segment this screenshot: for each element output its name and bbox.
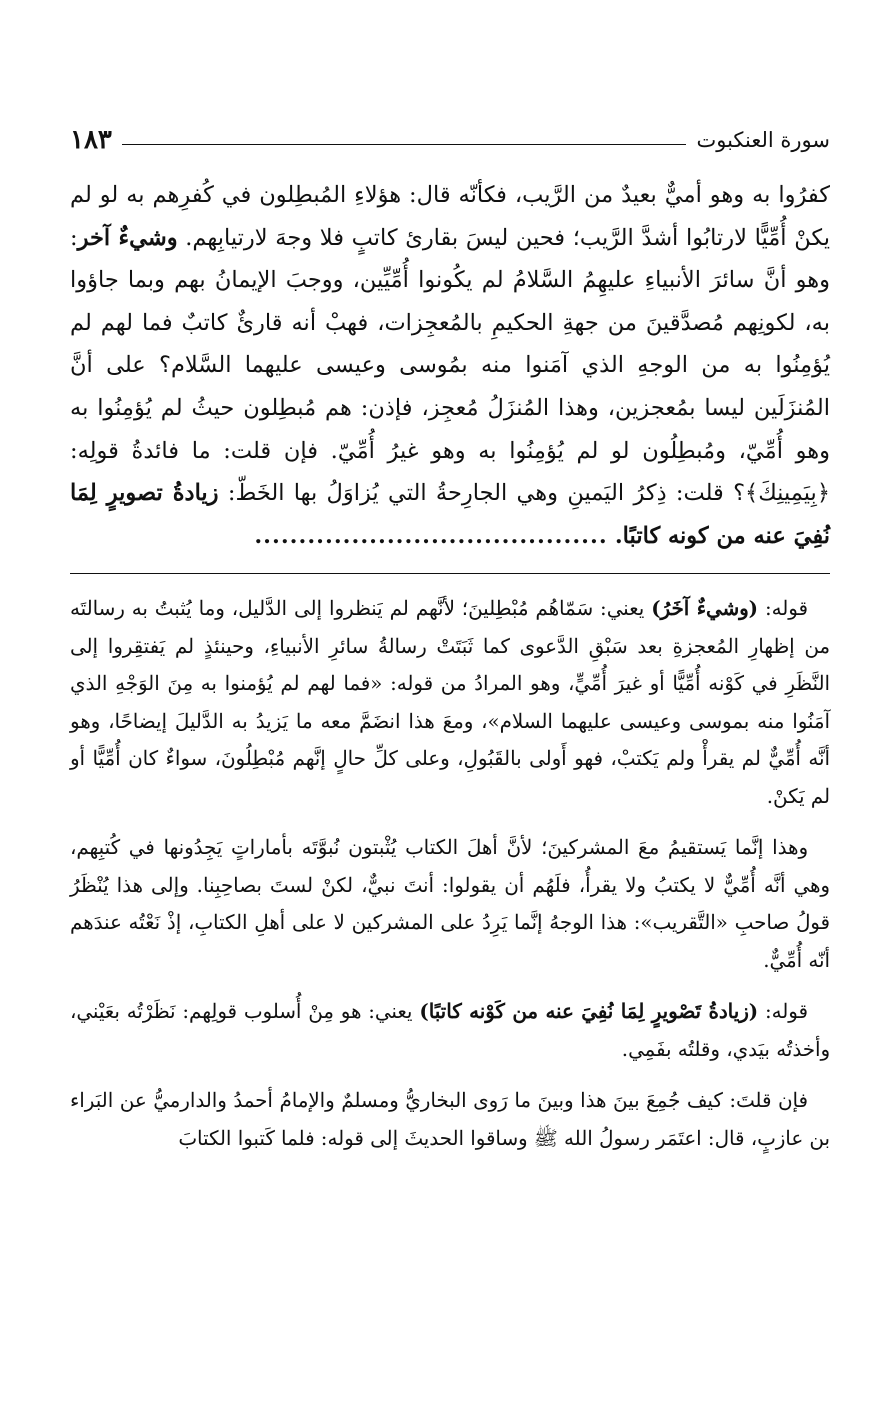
commentary-quote: (زيادةُ تَصْويرٍ لِمَا نُفِيَ عنه من كَوْنه كاتبًا) (419, 999, 759, 1024)
commentary-quote: (وشيءٌ آخَرُ) (651, 596, 759, 621)
surah-title: سورة العنكبوت (696, 128, 830, 152)
main-text-bold-conclusion: زيادةُ تصويرٍ لِمَا نُفِيَ عنه من كونه كاتبًا. (70, 480, 830, 549)
main-text-part-2: : وهو أنَّ سائرَ الأنبياءِ عليهِمُ السَّلامُ لم يكُونوا أُمِّيِّين، ووجبَ الإيمانُ بهم وبما جاؤوا به، لكونِهم مُصدَّقينَ من جهةِ الحكيمِ بالمُعجِزات، فهبْ أنه قارئٌ كاتبٌ فما لهم لم يُؤمِنُوا به من الوجهِ الذي آمَنوا منه بمُوسى وعيسى عليهما السَّلام؟ على أنَّ المُنزَلَين ليسا بمُعجزين، وهذا المُنزَلُ مُعجِز، فإذن: هم مُبطِلون حيثُ لم يُؤمِنُوا به وهو أُمِّيّ، ومُبطِلُون لو لم يُؤمِنُوا به وهو غيرُ أُمِّيّ. فإن قلت: ما فائدةُ قولِه: ﴿بِيَمِينِكَ﴾؟ قلت: ذِكرُ اليَمينِ وهي الجارِحةُ التي يُزاوَلُ بها الخَطّ: (70, 224, 831, 507)
commentary-paragraph-1 (70, 590, 830, 815)
main-text (70, 174, 830, 557)
commentary-body: يعني: سَمّاهُم مُبْطِلينَ؛ لأنَّهم لم يَنظروا إلى الدَّليل، وما يُثبتُ به رسالتَه من إظهارِ المُعجزةِ بعد سَبْقِ الدَّعوى كما ثَبَتَتْ رسالةُ سائرِ الأنبياءِ، وحينئذٍ لم يَفتقِروا إلى النَّظَرِ في كَوْنه أُمِّيًّا أو غيرَ أُمِّيٍّ، وهو المرادُ من قوله: «فما لهم لم يُؤمنوا به مِنَ الوَجْهِ الذي آمَنُوا منه بموسى وعيسى عليهما السلام»، ومعَ هذا انضَمَّ معه ما يَزيدُ به الدَّليلَ إيضاحًا، وهو أنَّه أُمِّيٌّ لم يقرأْ ولم يَكتبْ، فهو أَولى بالقَبُولِ، وعلى كلِّ حالٍ إنَّهم مُبْطِلُونَ، سواءٌ كان أُمِّيًّا أو لم يَكنْ. (70, 597, 830, 808)
commentary-paragraph-2: وهذا إنَّما يَستقيمُ معَ المشركينَ؛ لأنَّ أهلَ الكتاب يُثْبتون نُبوَّتَه بأماراتٍ يَجِدُونها في كُتبِهم، وهي أنَّه أُمِّيٌّ لا يكتبُ ولا يقرأُ، فلَهُم أن يقولوا: أنتَ نبيٌّ، لكنْ لستَ بصاحِبِنا. وإلى هذا يُنْظَرُ قولُ صاحبِ «التَّقريب»: هذا الوجهُ إنَّما يَرِدُ على المشركين لا على أهلِ الكتابِ، إذْ نَعْتُه عندَهم أنّه أُمِّيٌّ. (70, 836, 830, 972)
section-divider (70, 573, 830, 574)
header-rule (122, 144, 687, 145)
commentary-paragraph-4: فإن قلتَ: كيف جُمِعَ بينَ هذا وبينَ ما رَوى البخاريُّ ومسلمٌ والإمامُ أحمدُ والدارميُّ عن البَراء بن عازبٍ، قال: اعتَمَر رسولُ الله ﷺ وساقوا الحديثَ إلى قوله: فلما كَتبوا الكتابَ (70, 1089, 830, 1150)
main-text-part-1: كفرُوا به وهو أميٌّ بعيدٌ من الرَّيب، فكأنّه قال: هؤلاءِ المُبطِلون في كُفرِهم به لو لم يكنْ أُمِّيًّا لارتابُوا أشدَّ الرَّيب؛ فحين ليسَ بقارئ كاتبٍ فلا وجهَ لارتيابِهم. (70, 182, 831, 251)
commentary-lead: قوله: (765, 1000, 808, 1024)
commentary-lead: قوله: (765, 597, 808, 621)
main-text-bold-heading: وشيءٌ آخر (77, 224, 178, 251)
page-number: ١٨٣ (70, 125, 112, 155)
dotted-leader: ........................................ (254, 522, 608, 549)
book-page (70, 118, 830, 1171)
commentary-paragraph-3 (70, 993, 830, 1068)
running-header (70, 118, 830, 162)
commentary (70, 590, 830, 1157)
commentary-body: يعني: هو مِنْ أُسلوب قولِهم: نَظَرْتُه بعَيْني، وأخذتُه بيَدي، وقلتُه بفَمِي. (70, 1000, 830, 1061)
